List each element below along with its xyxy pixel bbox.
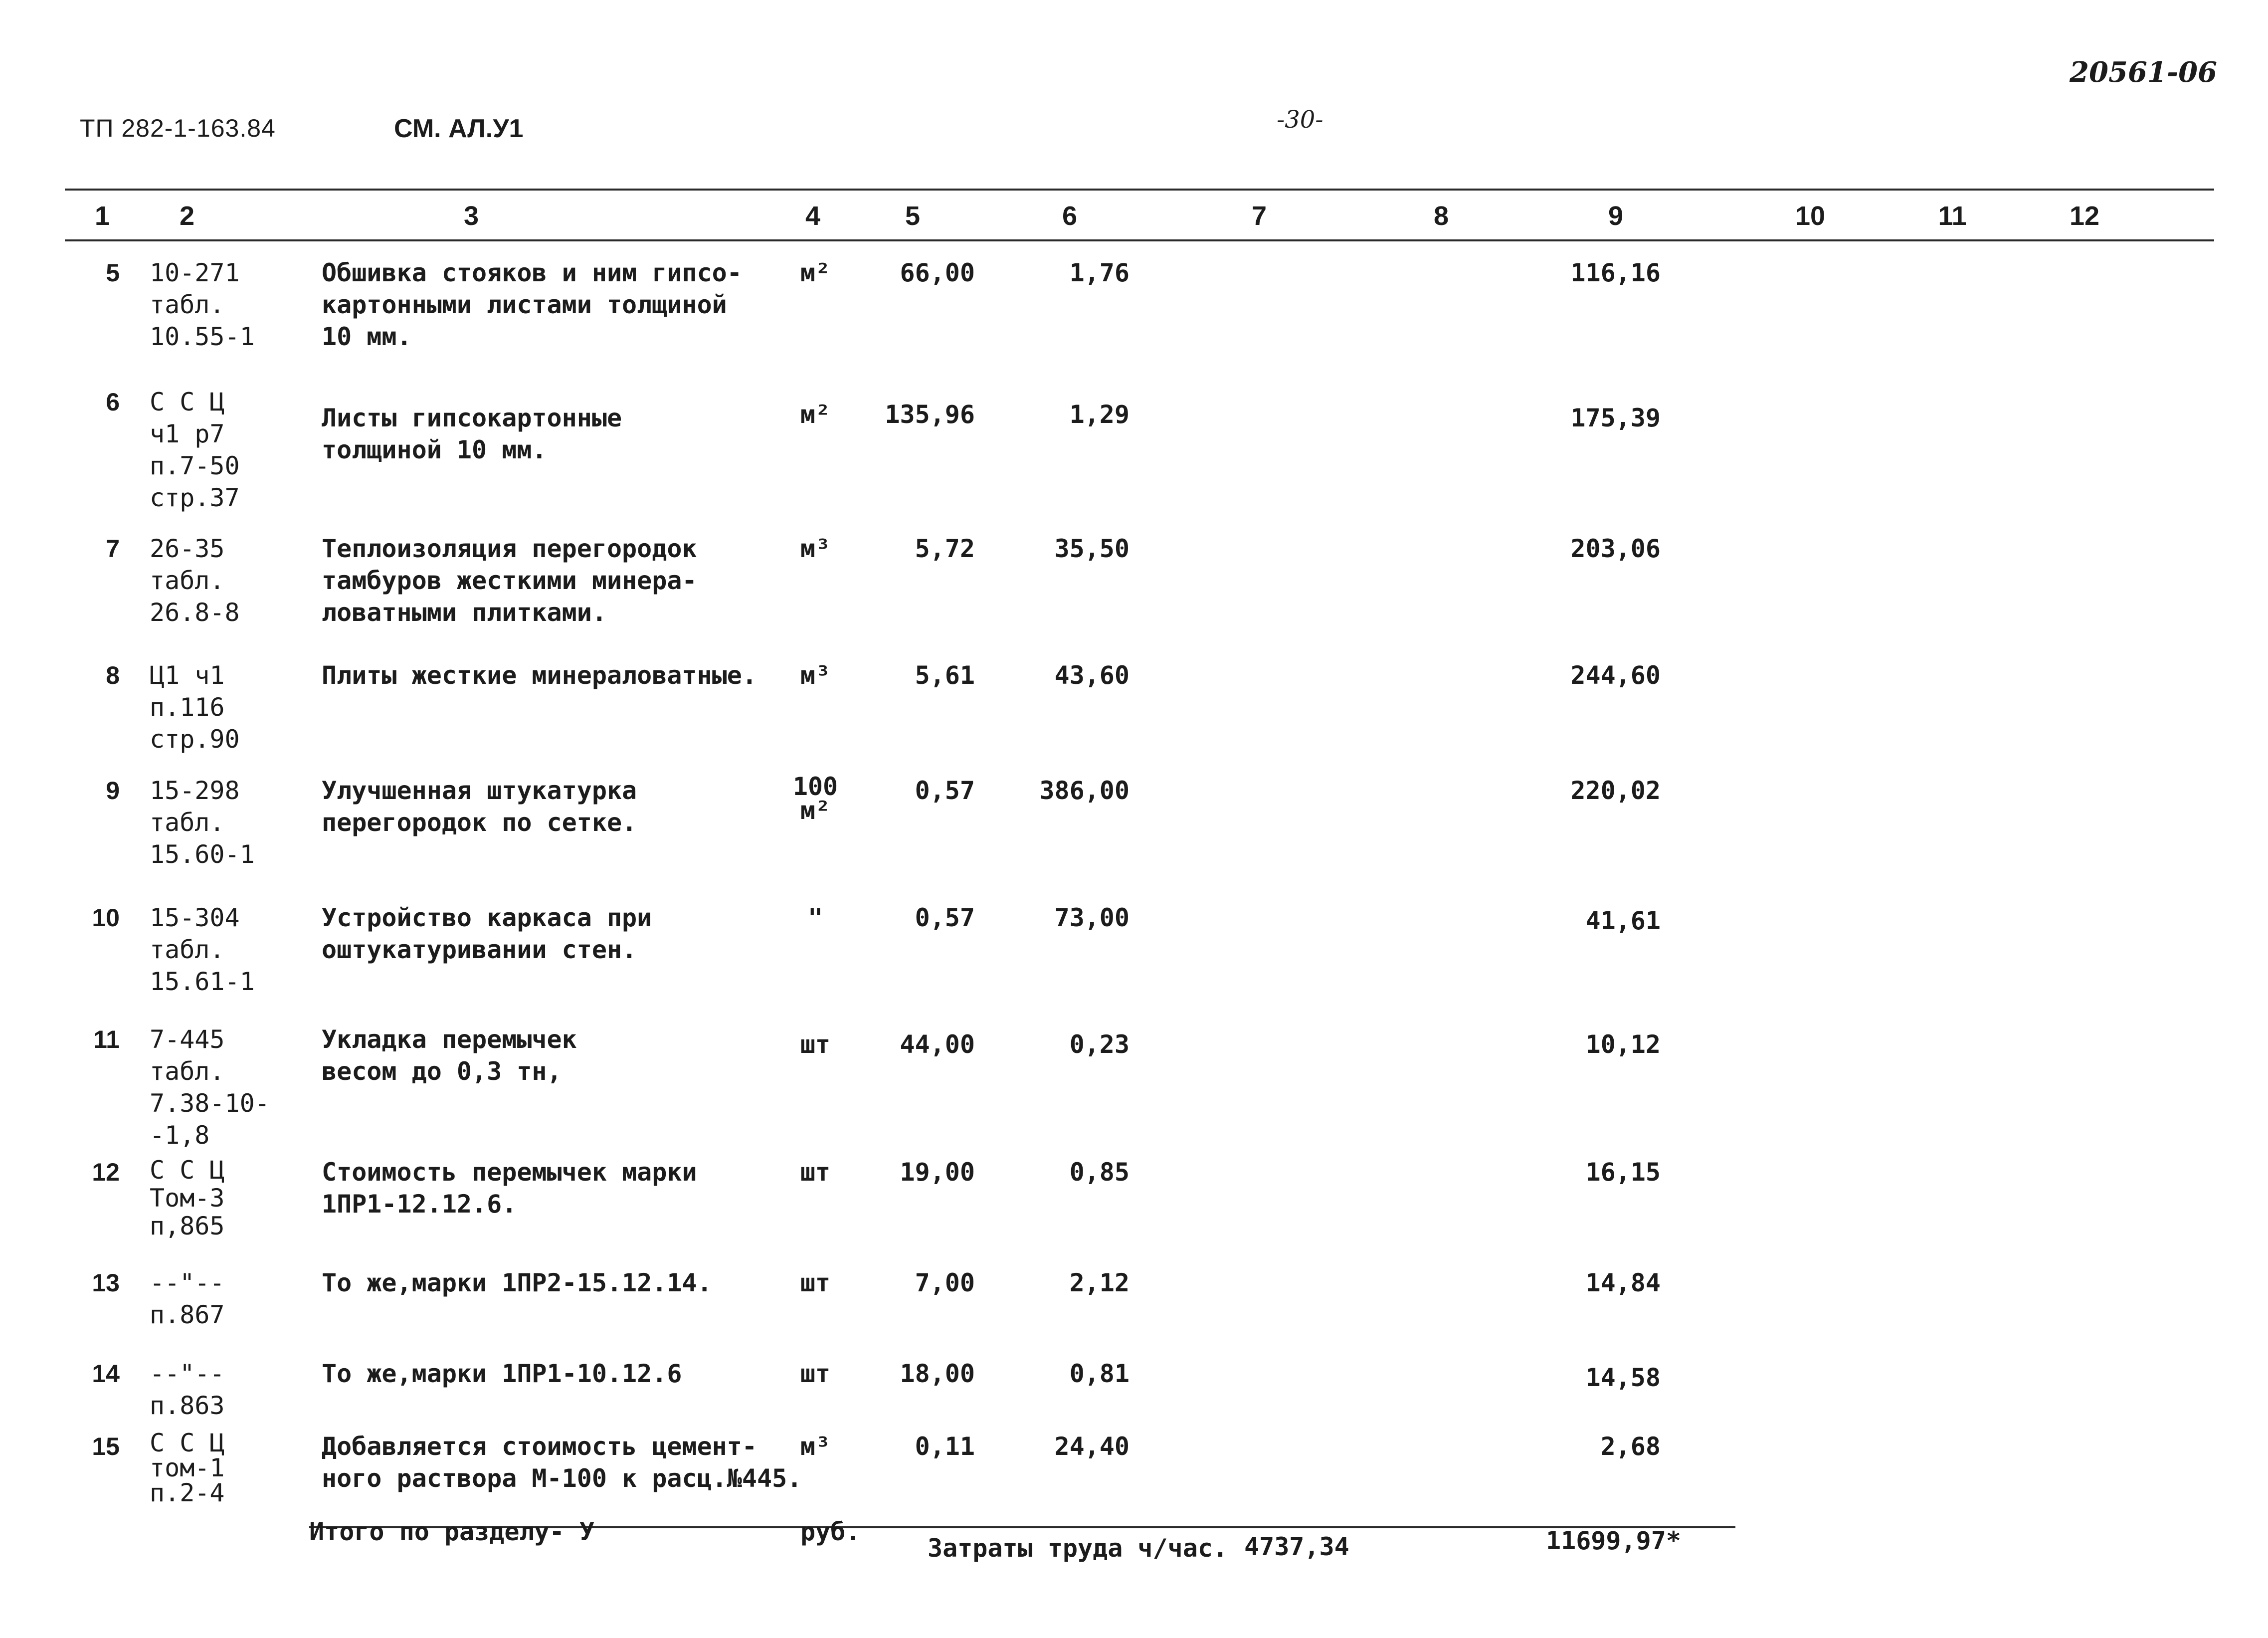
unit: 100 м² [792, 772, 838, 825]
unit: м³ [800, 661, 831, 690]
unit-price: 0,85 [1069, 1158, 1130, 1187]
document-code: ТП 282-1-163.84 [80, 114, 276, 142]
work-description: Улучшенная штукатурка перегородок по сетке. [322, 776, 637, 837]
line-total: 14,84 [1585, 1268, 1661, 1297]
column-header: 5 [905, 201, 921, 231]
rate-reference: С С Ц том-1 п.2-4 [150, 1429, 225, 1507]
work-description: Стоимость перемычек марки 1ПР1-12.12.6. [322, 1158, 697, 1219]
rate-reference: С С Ц Том-3 п,865 [150, 1156, 225, 1240]
unit-price: 35,50 [1054, 534, 1130, 563]
line-total: 203,06 [1570, 534, 1661, 563]
rate-reference: 7-445 табл. 7.38-10- -1,8 [150, 1025, 270, 1150]
quantity: 44,00 [900, 1030, 975, 1059]
page-number: -30- [1277, 106, 1323, 134]
work-description: Укладка перемычек весом до 0,3 тн, [322, 1025, 577, 1086]
row-number: 8 [106, 661, 120, 689]
section-total-unit: руб. [800, 1517, 861, 1546]
section-total-value: 11699,97* [1546, 1526, 1681, 1555]
work-description: То же,марки 1ПР1-10.12.6 [322, 1359, 682, 1388]
work-description: Устройство каркаса при оштукатуривании стен. [322, 903, 652, 964]
sheet-reference: СМ. АЛ.У1 [394, 114, 524, 143]
row-number: 7 [106, 535, 120, 563]
quantity: 7,00 [915, 1268, 975, 1297]
quantity: 0,57 [915, 903, 975, 932]
unit: " [807, 903, 823, 932]
section-total-label: Итого по разделу- У [309, 1517, 594, 1546]
work-description: Теплоизоляция перегородок тамбуров жесткими минера- ловатными плитками. [322, 534, 697, 627]
row-number: 13 [92, 1269, 120, 1297]
row-number: 12 [92, 1158, 120, 1186]
column-header: 4 [805, 201, 821, 231]
column-header: 6 [1062, 201, 1078, 231]
work-description: Добавляется стоимость цемент- ного раствора М-100 к расц.№445. [322, 1432, 802, 1493]
unit: шт [800, 1359, 831, 1388]
line-total: 16,15 [1585, 1158, 1661, 1187]
line-total: 220,02 [1570, 776, 1661, 805]
unit: м² [800, 400, 831, 429]
rate-reference: 26-35 табл. 26.8-8 [150, 534, 240, 627]
column-header: 2 [179, 201, 195, 231]
row-number: 6 [106, 388, 120, 416]
quantity: 19,00 [900, 1158, 975, 1187]
line-total: 10,12 [1585, 1030, 1661, 1059]
quantity: 0,11 [915, 1432, 975, 1461]
line-total: 116,16 [1570, 258, 1661, 287]
line-total: 244,60 [1570, 661, 1661, 690]
unit: шт [800, 1030, 831, 1059]
inventory-number: 20561-06 [2070, 56, 2217, 89]
column-header: 11 [1938, 201, 1967, 231]
unit-price: 0,23 [1069, 1030, 1130, 1059]
row-number: 11 [93, 1025, 120, 1053]
quantity: 66,00 [900, 258, 975, 287]
row-number: 9 [106, 777, 120, 805]
work-description: Плиты жесткие минераловатные. [322, 661, 757, 690]
row-number: 14 [92, 1360, 120, 1388]
rate-reference: С С Ц ч1 р7 п.7-50 стр.37 [150, 388, 240, 512]
work-description: Обшивка стояков и ним гипсо- картонными листами толщиной 10 мм. [322, 258, 742, 351]
unit-price: 73,00 [1054, 903, 1130, 932]
labor-cost-value: 4737,34 [1244, 1532, 1349, 1561]
unit-price: 2,12 [1069, 1268, 1130, 1297]
row-number: 15 [92, 1433, 120, 1460]
rate-reference: Ц1 ч1 п.116 стр.90 [150, 661, 240, 754]
column-header: 9 [1608, 201, 1624, 231]
unit: шт [800, 1158, 831, 1187]
quantity: 135,96 [885, 400, 975, 429]
column-header: 1 [94, 201, 110, 231]
quantity: 5,61 [915, 661, 975, 690]
unit: м² [800, 258, 831, 287]
work-description: То же,марки 1ПР2-15.12.14. [322, 1268, 712, 1297]
column-header: 10 [1795, 201, 1826, 231]
unit-price: 386,00 [1039, 776, 1130, 805]
unit-price: 0,81 [1069, 1359, 1130, 1388]
rate-reference: 15-304 табл. 15.61-1 [150, 903, 255, 996]
line-total: 14,58 [1585, 1363, 1661, 1392]
line-total: 2,68 [1600, 1432, 1661, 1461]
unit-price: 1,76 [1069, 258, 1130, 287]
unit-price: 24,40 [1054, 1432, 1130, 1461]
line-total: 41,61 [1585, 906, 1661, 935]
column-header: 3 [463, 201, 479, 231]
unit: м³ [800, 1432, 831, 1461]
row-number: 5 [106, 259, 120, 287]
unit-price: 43,60 [1054, 661, 1130, 690]
rate-reference: --"-- п.867 [150, 1268, 225, 1329]
work-description: Листы гипсокартонные толщиной 10 мм. [322, 404, 622, 464]
column-header: 12 [2069, 201, 2100, 231]
column-header: 8 [1433, 201, 1449, 231]
quantity: 5,72 [915, 534, 975, 563]
table-header-rule [65, 239, 2214, 241]
line-total: 175,39 [1570, 404, 1661, 432]
row-number: 10 [92, 904, 120, 932]
table-top-rule [65, 189, 2214, 191]
rate-reference: --"-- п.863 [150, 1359, 225, 1420]
rate-reference: 15-298 табл. 15.60-1 [150, 776, 255, 869]
column-header: 7 [1251, 201, 1267, 231]
rate-reference: 10-271 табл. 10.55-1 [150, 258, 255, 351]
quantity: 18,00 [900, 1359, 975, 1388]
labor-cost-label: Затраты труда ч/час. [928, 1534, 1228, 1563]
unit: м³ [800, 534, 831, 563]
unit: шт [800, 1268, 831, 1297]
quantity: 0,57 [915, 776, 975, 805]
unit-price: 1,29 [1069, 400, 1130, 429]
